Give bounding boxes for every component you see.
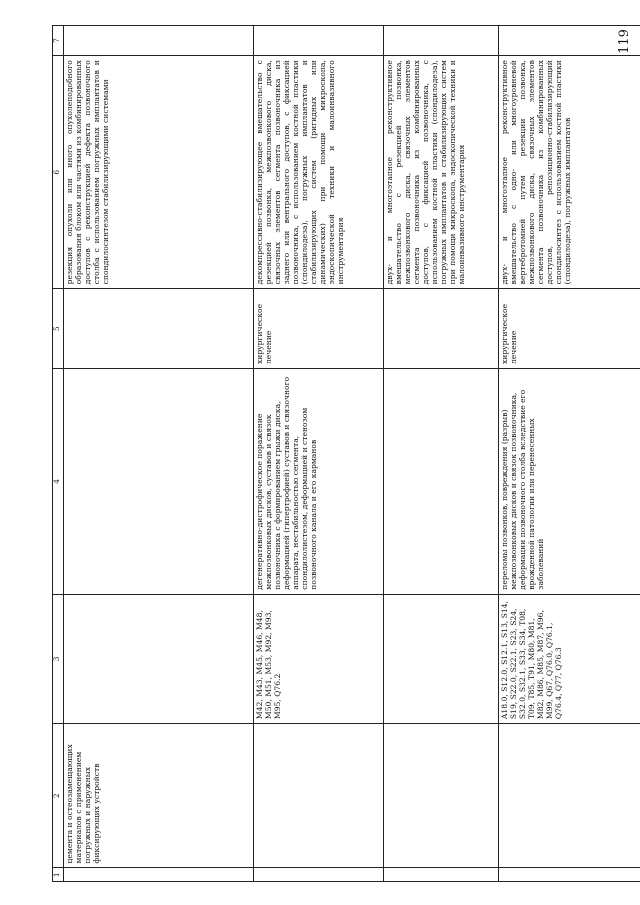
cell-col5 [64,289,254,369]
cell-col5: хирургическое лечение [254,289,384,369]
col-header-5: 5 [53,289,64,369]
cell-col7 [384,26,499,56]
table-row [499,26,640,882]
cell-col6: двух- и многоэтапное реконструктивное вмешательство с резекцией позвонка, межпозвонкового диска, связочных элементов сегмента позвоночника из комбинированных доступов, с фиксацией позвоночника, с использованием костной пластики (спондилодеза), погружных имплантатов и стабилизирующих систем при помощи микроскопа, эндоскопической техники и малоинвазивного инструментария [384,56,499,289]
col-header-7: 7 [53,26,64,56]
cell-col4 [64,369,254,595]
cell-col3: M42, M43, M45, M46, M48, M50, M51, M53, M92, M93, M95, Q76.2 [254,594,384,723]
cell-col3: A18.0, S12.0, S12.1, S13, S14, S19, S22.0, S22.1, S23, S24, S32.0, S32.1, S33, S34, T08, T09, T85, T91, M80, M81, M82, M86, M85, M87, M96, M99, Q67, Q76.0, Q76.1, Q76.4, Q77, Q76.3 [499,594,640,723]
cell-col1 [384,868,499,882]
cell-col7 [254,26,384,56]
col-header-3: 3 [53,594,64,723]
cell-col4: переломы позвонков, повреждения (разрыв) межпозвонковых дисков и связок позвоночника, деформации позвоночного столба вследствие его врожденной патологии или перенесенных заболеваний [499,369,640,595]
cell-col7 [64,26,254,56]
cell-col3 [64,594,254,723]
col-header-4: 4 [53,369,64,595]
col-header-2: 2 [53,724,64,868]
cell-col6: декомпрессивно-стабилизирующее вмешательство с резекцией позвонка, межпозвонкового диска, связочных элементов сегмента позвоночника из заднего или вентрального доступов, с фиксацией позвоночника, с использованием костной пластики (спондилодеза), погружных имплантатов и стабилизирующих систем (ригидных или динамических) при помощи микроскопа, эндоскопической техники и малоинвазивного инструментария [254,56,384,289]
table-row [384,26,499,882]
cell-col4 [384,369,499,595]
cell-col6: резекция опухоли или иного опухолеподобного образования блоком или частями из комбинированных доступов с реконструкцией дефекта позвоночного столба с использованием погружных имплантатов и спондилосинтезом стабилизирующими системами [64,56,254,289]
col-header-6: 6 [53,56,64,289]
table-row [64,26,254,882]
cell-col7 [499,26,640,56]
cell-col2 [499,724,640,868]
column-number-row [53,26,64,882]
medical-services-table [52,25,640,882]
cell-col1 [64,868,254,882]
cell-col6: двух- и многоэтапное реконструктивное вмешательство с одно- или многоуровневой вертебротомией путем резекции позвонка, межпозвонкового диска, связочных элементов сегмента позвоночника из комбинированных доступов, репозиционно-стабилизирующий спондилосинтез с использованием костной пластики (спондилодеза), погружных имплантатов [499,56,640,289]
cell-col2 [254,724,384,868]
cell-col2: цемента и остеозамещающих материалов с применением погружных и наружных фиксирующих устройств [64,724,254,868]
cell-col3 [384,594,499,723]
cell-col5: хирургическое лечение [499,289,640,369]
cell-col1 [499,868,640,882]
col-header-1: 1 [53,868,64,882]
cell-col5 [384,289,499,369]
page-number: 119 [616,29,632,54]
cell-col4: дегенеративно-дистрофическое поражение межпозвонковых дисков, суставов и связок позвоночника с формированием грыжи диска, деформацией (гипертрофией) суставов и связочного аппарата, нестабильностью сегмента, спондилолистезом, деформацией и стенозом позвоночного канала и его карманов [254,369,384,595]
cell-col2 [384,724,499,868]
cell-col1 [254,868,384,882]
table-row [254,26,384,882]
